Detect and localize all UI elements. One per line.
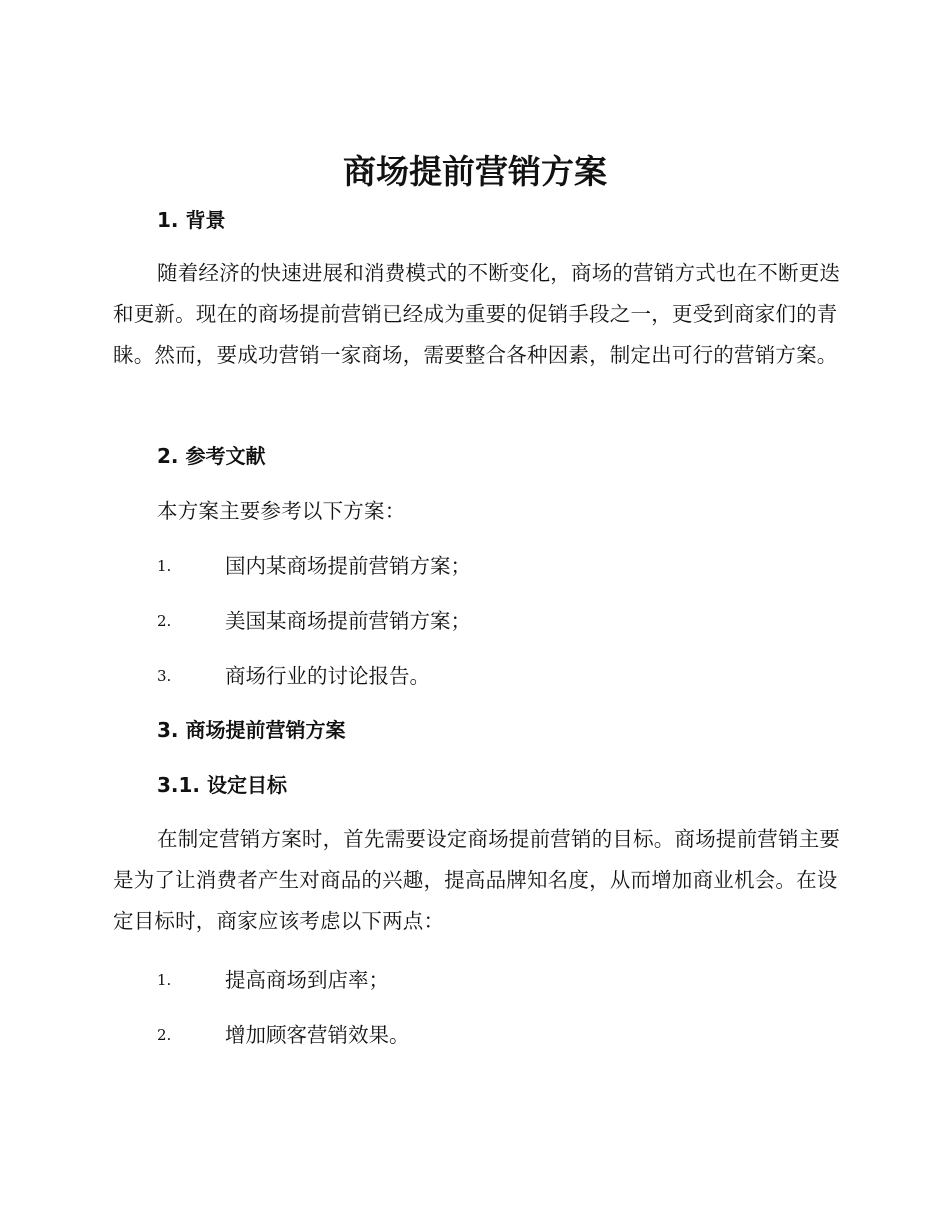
goals-paragraph: 在制定营销方案时，首先需要设定商场提前营销的目标。商场提前营销主要是为了让消费者产生对商品的兴趣，提高品牌知名度，从而增加商业机会。在设定目标时，商家应该考虑以下两点：: [113, 827, 841, 933]
list-number: 2.: [157, 1026, 172, 1044]
references-intro: 本方案主要参考以下方案：: [157, 499, 406, 523]
list-number: 1.: [157, 557, 172, 575]
list-item: [157, 606, 857, 636]
list-text: 国内某商场提前营销方案；: [225, 554, 471, 578]
list-text: 提高商场到店率；: [225, 968, 389, 992]
list-item: [157, 1020, 857, 1050]
background-paragraph: 随着经济的快速进展和消费模式的不断变化，商场的营销方式也在不断更迭和更新。现在的商场提前营销已经成为重要的促销手段之一，更受到商家们的青睐。然而，要成功营销一家商场，需要整合各种因素，制定出可行的营销方案。: [113, 261, 841, 367]
section-heading-references: 2. 参考文献: [157, 444, 266, 468]
list-item: [157, 965, 857, 995]
list-number: 3.: [157, 667, 172, 685]
list-text: 商场行业的讨论报告。: [225, 664, 430, 688]
list-number: 2.: [157, 612, 172, 630]
list-text: 美国某商场提前营销方案；: [225, 609, 471, 633]
document-title: 商场提前营销方案: [343, 152, 607, 191]
list-text: 增加顾客营销效果。: [225, 1023, 410, 1047]
subsection-heading-goals: 3.1. 设定目标: [157, 773, 287, 797]
list-item: [157, 661, 857, 691]
section-heading-plan: 3. 商场提前营销方案: [157, 718, 346, 742]
section-heading-background: 1. 背景: [157, 208, 226, 232]
list-number: 1.: [157, 971, 172, 989]
list-item: [157, 551, 857, 581]
